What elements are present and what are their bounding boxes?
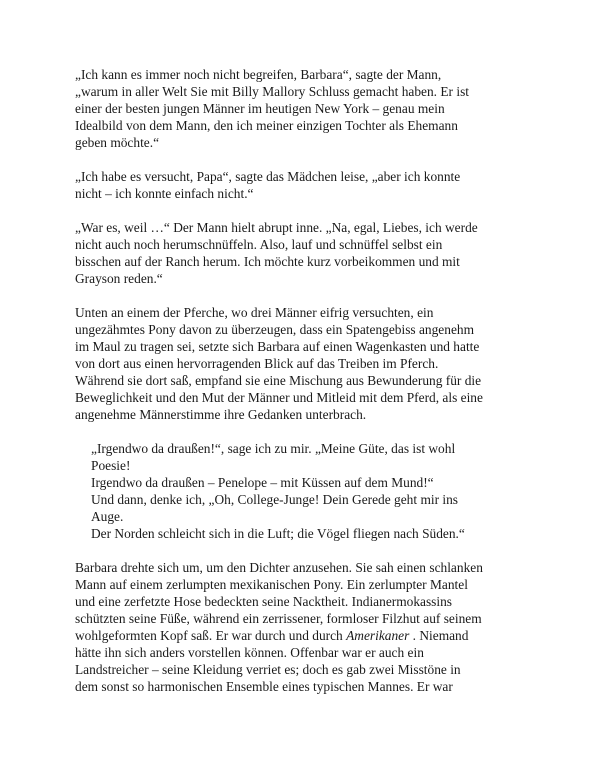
text-line: angenehme Männerstimme ihre Gedanken unterbrach. xyxy=(75,407,367,422)
text-line: Beweglichkeit und den Mut der Männer und Mitleid mit dem Pferd, als eine xyxy=(75,390,483,405)
text-line: nicht auch noch herumschnüffeln. Also, lauf und schnüffel selbst ein xyxy=(75,237,443,252)
verse-block xyxy=(91,440,540,542)
text-line: Idealbild von dem Mann, den ich meiner einzigen Tochter als Ehemann xyxy=(75,118,458,133)
text-line: „Ich kann es immer noch nicht begreifen, Barbara“, sagte der Mann, xyxy=(75,67,442,82)
text-line: „Ich habe es versucht, Papa“, sagte das Mädchen leise, „aber ich konnte xyxy=(75,169,461,184)
text-line: Barbara drehte sich um, um den Dichter anzusehen. Sie sah einen schlanken xyxy=(75,560,483,575)
text-line: schützten seine Füße, während ein zerrissener, formloser Filzhut auf seinem xyxy=(75,611,482,626)
text-line: Mann auf einem zerlumpten mexikanischen Pony. Ein zerlumpter Mantel xyxy=(75,577,468,592)
text-line: Unten an einem der Pferche, wo drei Männer eifrig versuchten, ein xyxy=(75,305,434,320)
paragraph-4 xyxy=(75,304,540,423)
text-line: nicht – ich konnte einfach nicht.“ xyxy=(75,186,254,201)
verse-line: Poesie! xyxy=(91,458,131,473)
paragraph-1 xyxy=(75,66,540,151)
verse-line: Und dann, denke ich, „Oh, College-Junge! Dein Gerede geht mir ins xyxy=(91,492,459,507)
text-line: dem sonst so harmonischen Ensemble eines typischen Mannes. Er war xyxy=(75,679,453,694)
text-line: geben möchte.“ xyxy=(75,135,160,150)
text-line: einer der besten jungen Männer im heutigen New York – genau mein xyxy=(75,101,445,116)
text-line: Landstreicher – seine Kleidung verriet es; doch es gab zwei Misstöne in xyxy=(75,662,461,677)
verse-line: Irgendwo da draußen – Penelope – mit Küssen auf dem Mund!“ xyxy=(91,475,434,490)
text-line: und eine zerfetzte Hose bedeckten seine Nacktheit. Indianermokassins xyxy=(75,594,453,609)
text-line: ungezähmtes Pony davon zu überzeugen, dass ein Spatengebiss angenehm xyxy=(75,322,475,337)
text-line: Grayson reden.“ xyxy=(75,271,163,286)
text-line: „warum in aller Welt Sie mit Billy Mallory Schluss gemacht haben. Er ist xyxy=(75,84,469,99)
text-line-with-emphasis xyxy=(75,627,540,644)
text-line: im Maul zu tragen sei, setzte sich Barbara auf einen Wagenkasten und hatte xyxy=(75,339,480,354)
text-line: bisschen auf der Ranch herum. Ich möchte kurz vorbeikommen und mit xyxy=(75,254,460,269)
paragraph-2 xyxy=(75,168,540,202)
text-line: „War es, weil …“ Der Mann hielt abrupt inne. „Na, egal, Liebes, ich werde xyxy=(75,220,478,235)
text-line: hätte ihn sich anders vorstellen können. Offenbar war er auch ein xyxy=(75,645,424,660)
verse-line: Auge. xyxy=(91,509,124,524)
text-segment: . Niemand xyxy=(409,628,469,643)
document-page xyxy=(75,66,540,712)
paragraph-3 xyxy=(75,219,540,287)
paragraph-5 xyxy=(75,559,540,695)
text-segment: wohlgeformten Kopf saß. Er war durch und durch xyxy=(75,628,343,643)
verse-line: Der Norden schleicht sich in die Luft; die Vögel fliegen nach Süden.“ xyxy=(91,526,465,541)
emphasized-word: Amerikaner xyxy=(346,628,410,643)
text-line: Während sie dort saß, empfand sie eine Mischung aus Bewunderung für die xyxy=(75,373,482,388)
verse-line: „Irgendwo da draußen!“, sage ich zu mir. „Meine Güte, das ist wohl xyxy=(91,441,456,456)
text-line: von dort aus einen hervorragenden Blick auf das Treiben im Pferch. xyxy=(75,356,439,371)
